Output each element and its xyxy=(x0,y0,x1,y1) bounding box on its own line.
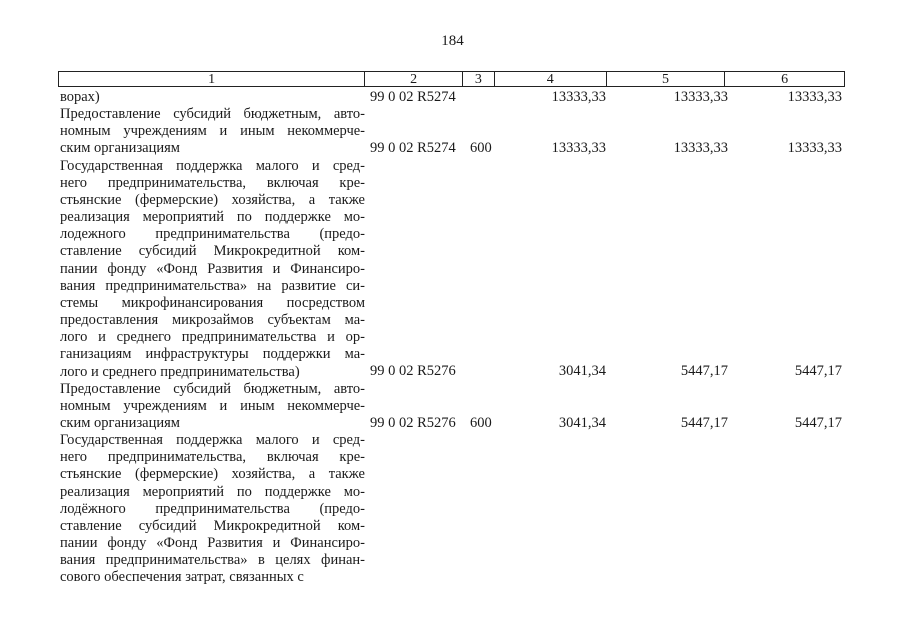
row-value-3: 5447,17 xyxy=(794,363,842,380)
row-value-1: 3041,34 xyxy=(558,414,606,431)
row-name-line: него предпринимательства, включая кре- xyxy=(60,449,365,466)
row-value-3: 5447,17 xyxy=(794,414,842,431)
row-name-line: вания предпринимательства» на развитие си- xyxy=(60,277,365,294)
row-name-line: ским организациям xyxy=(60,140,180,157)
row-name xyxy=(60,89,365,106)
row-name-line: реализация мероприятий по поддержке мо- xyxy=(60,209,365,226)
table-row xyxy=(60,432,845,586)
table-row xyxy=(60,381,845,432)
row-code: 99 0 02 R5276 xyxy=(370,363,456,380)
row-value-2: 13333,33 xyxy=(673,140,728,157)
row-code: 99 0 02 R5276 xyxy=(370,414,456,431)
row-name-line: ставление субсидий Микрокредитной ком- xyxy=(60,517,365,534)
row-name-line: лого и среднего предпринимательства) xyxy=(60,363,300,380)
row-value-1: 3041,34 xyxy=(558,363,606,380)
row-code: 99 0 02 R5274 xyxy=(370,140,456,157)
row-value-1: 13333,33 xyxy=(551,140,606,157)
row-name-line: пании фонду «Фонд Развития и Финансиро- xyxy=(60,260,365,277)
row-name-line: ворах) xyxy=(60,89,100,105)
header-col-2: 2 xyxy=(365,72,463,86)
table-row xyxy=(60,158,845,381)
row-name-line: стьянские (фермерские) хозяйства, а также xyxy=(60,466,365,483)
row-name-line: Предоставление субсидий бюджетным, авто- xyxy=(60,380,365,397)
table-body xyxy=(60,89,845,587)
row-name-line: сового обеспечения затрат, связанных с xyxy=(60,569,304,586)
row-value-3: 13333,33 xyxy=(787,89,842,105)
row-name-line: номным учреждениям и иным некоммерче- xyxy=(60,397,365,414)
row-name xyxy=(60,158,365,381)
header-col-1: 1 xyxy=(59,72,365,86)
table-row xyxy=(60,106,845,157)
table-row xyxy=(60,89,845,106)
row-value-2: 13333,33 xyxy=(673,89,728,105)
row-name-line: Предоставление субсидий бюджетным, авто- xyxy=(60,106,365,123)
row-type: 600 xyxy=(470,414,492,431)
row-name-line: лого и среднего предпринимательства и ор- xyxy=(60,329,365,346)
header-col-4: 4 xyxy=(495,72,607,86)
row-code: 99 0 02 R5274 xyxy=(370,89,456,105)
header-col-6: 6 xyxy=(781,72,789,87)
row-name-line: вания предпринимательства» в целях финан- xyxy=(60,552,365,569)
row-name-line: ским организациям xyxy=(60,414,180,431)
row-name xyxy=(60,106,365,157)
row-name xyxy=(60,432,365,586)
row-name-line: стемы микрофинансирования посредством xyxy=(60,294,365,311)
row-value-1: 13333,33 xyxy=(551,89,606,105)
row-name-line: ганизациям инфраструктуры поддержки ма- xyxy=(60,346,365,363)
row-name-line: лодёжного предпринимательства (предо- xyxy=(60,500,365,517)
row-name-line: лодежного предпринимательства (предо- xyxy=(60,226,365,243)
row-name-line: Государственная поддержка малого и сред- xyxy=(60,157,365,174)
row-name-line: реализация мероприятий по поддержке мо- xyxy=(60,483,365,500)
row-value-3: 13333,33 xyxy=(787,140,842,157)
row-name xyxy=(60,381,365,432)
row-name-line: предоставления микрозаймов субъектам ма- xyxy=(60,312,365,329)
row-value-2: 5447,17 xyxy=(680,363,728,380)
page-number: 184 xyxy=(441,33,464,49)
row-value-2: 5447,17 xyxy=(680,414,728,431)
row-name-line: него предпринимательства, включая кре- xyxy=(60,174,365,191)
header-col-5: 5 xyxy=(607,72,726,86)
row-name-line: стьянские (фермерские) хозяйства, а также xyxy=(60,191,365,208)
table-header xyxy=(58,71,845,87)
row-name-line: Государственная поддержка малого и сред- xyxy=(60,432,365,449)
header-col-3: 3 xyxy=(463,72,495,86)
row-name-line: пании фонду «Фонд Развития и Финансиро- xyxy=(60,535,365,552)
row-name-line: ставление субсидий Микрокредитной ком- xyxy=(60,243,365,260)
row-name-line: номным учреждениям и иным некоммерче- xyxy=(60,123,365,140)
row-type: 600 xyxy=(470,140,492,157)
